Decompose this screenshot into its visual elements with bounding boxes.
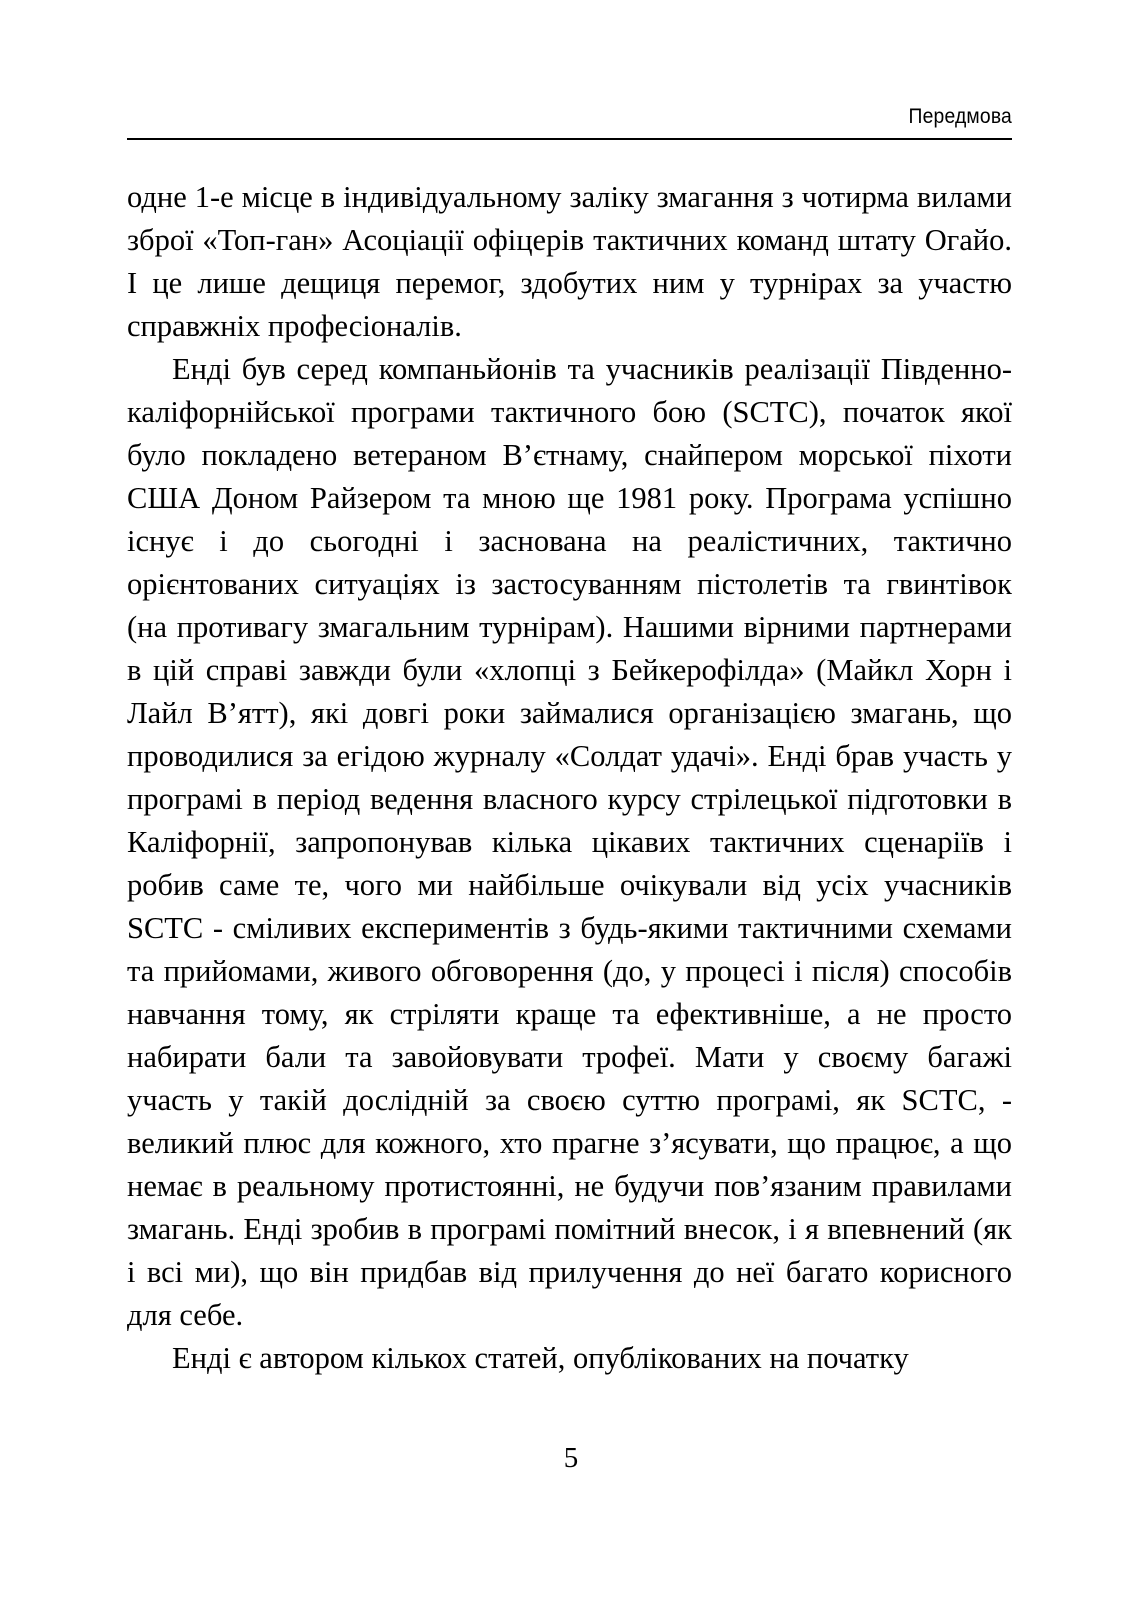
paragraph: одне 1-е місце в індивідуальному заліку змагання з чотирма вилами зброї «Топ-ган» Асоціації офіцерів тактичних команд штату Огайо. І це лише дещиця перемог, здобутих ним у турнірах за участю справжніх професіоналів. (127, 180, 1012, 343)
body-text-block (127, 176, 1012, 1380)
running-header (127, 104, 1012, 140)
page-number: 5 (563, 1442, 579, 1474)
running-header-title: Передмова (908, 105, 1012, 128)
header-divider-rule (127, 138, 1012, 140)
paragraph: Енді був серед компаньйонів та учасників реалізації Південно-каліфорнійської програми тактичного бою (SCTC), початок якої було покладено ветераном В’єтнаму, снайпером морської піхоти США Доном Райзером та мною ще 1981 року. Програма успішно існує і до сьогодні і заснована на реалістичних, тактично орієнтованих ситуаціях із застосуванням пістолетів та гвинтівок (на противагу змагальним турнірам). Нашими вірними партнерами в цій справі завжди були «хлопці з Бейкерофілда» (Майкл Хорн і Лайл В’ятт), які довгі роки займалися організацією змагань, що проводилися за егідою журналу «Солдат удачі». Енді брав участь у програмі в період ведення власного курсу стрілецької підготовки в Каліфорнії, запропонував кілька цікавих тактичних сценаріїв і робив саме те, чого ми найбільше очікували від усіх учасників SCTC - сміливих експериментів з будь-якими тактичними схемами та прийомами, живого обговорення (до, у процесі і після) способів навчання тому, як стріляти краще та ефективніше, а не просто набирати бали та завойовувати трофеї. Мати у своєму багажі участь у такій дослідній за своєю суттю програмі, як SCTC, - великий плюс для кожного, хто прагне з’ясувати, що працює, а що немає в реальному протистоянні, не будучи пов’язаним правилами змагань. Енді зробив в програмі помітний внесок, і я впевнений (як і всі ми), що він придбав від прилучення до неї багато корисного для себе. (127, 352, 1012, 1332)
paragraph: Енді є автором кількох статей, опублікованих на початку (172, 1341, 909, 1375)
